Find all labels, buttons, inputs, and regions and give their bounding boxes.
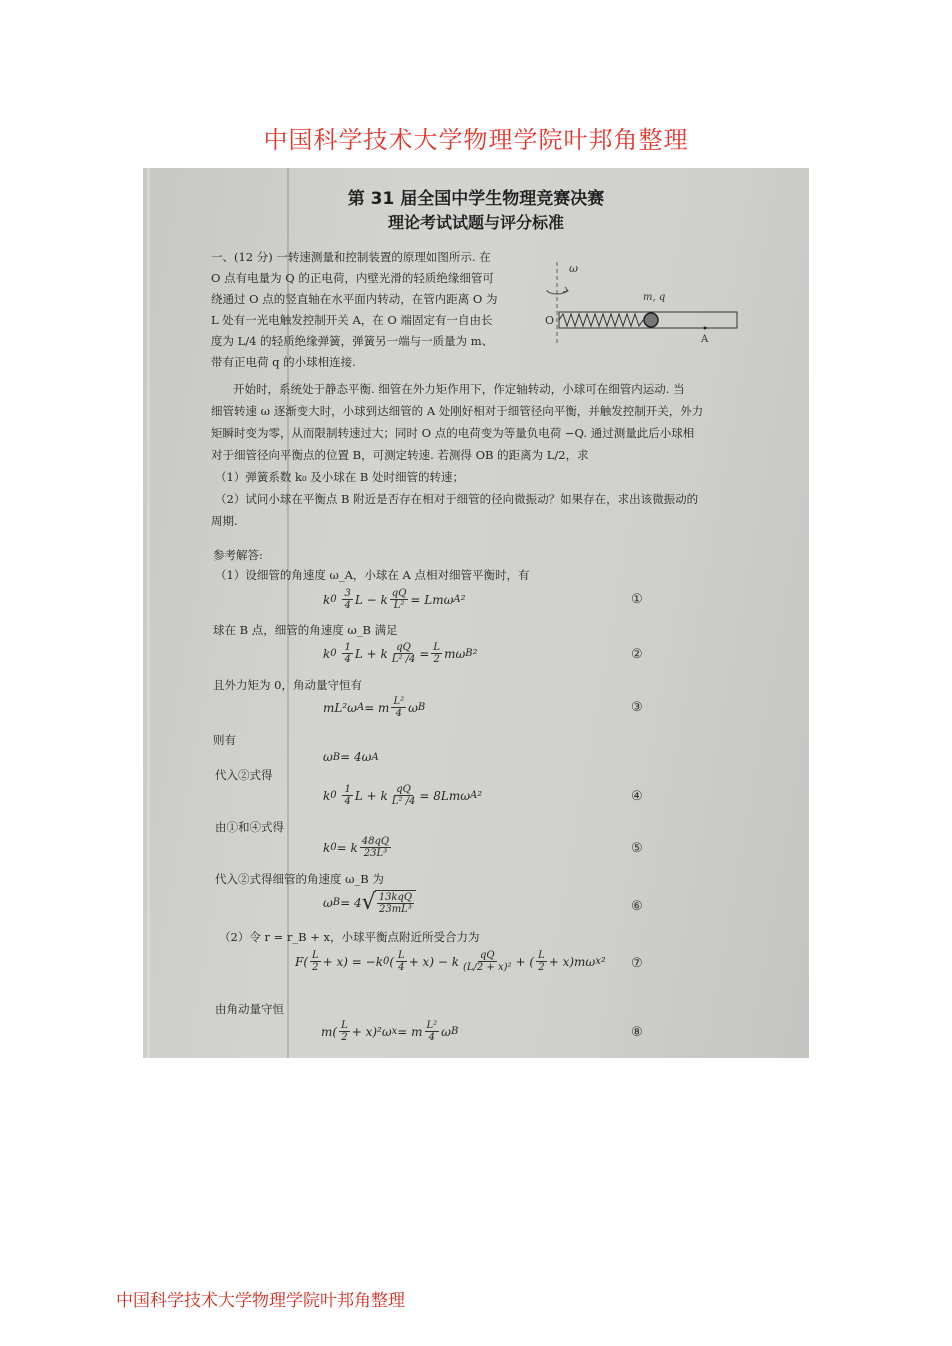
equation-2: k 0 1 4 L + k qQ L² /4 = L 2 mω B ² — [323, 642, 478, 665]
equation-number: ⑦ — [631, 956, 643, 971]
question-line: （1）弹簧系数 k₀ 及小球在 B 处时细管的转速； — [215, 470, 464, 484]
equation-1: k 0 3 4 L − k qQ L² = Lmω A ² — [323, 588, 466, 611]
charged-ball — [644, 313, 658, 327]
spring — [559, 314, 643, 326]
a-label: A — [701, 334, 709, 345]
paragraph-line: 细管转速 ω 逐渐变大时，小球到达细管的 A 处刚好相对于细管径向平衡，并触发控制开关，外力 — [211, 404, 704, 418]
page-header-title: 中国科学技术大学物理学院叶邦角整理 — [263, 126, 689, 154]
paragraph-line: 开始时，系统处于静态平衡. 细管在外力矩作用下，作定轴转动，小球可在细管内运动. 当 — [233, 382, 685, 396]
question-line: 周期. — [211, 514, 238, 528]
equation-number: ⑧ — [631, 1025, 643, 1040]
paragraph-line: 矩瞬时变为零，从而限制转速过大；同时 O 点的电荷变为等量负电荷 −Q. 通过测量此后小球相 — [211, 426, 695, 440]
rotating-tube-diagram — [543, 256, 743, 346]
equation-4: k 0 1 4 L + k qQ L² /4 = 8Lmω A ² — [323, 784, 483, 807]
equation-5: k 0 = k 48qQ 23L³ — [323, 836, 390, 859]
answer-text: 代入②式得细管的角速度 ω_B 为 — [215, 872, 384, 886]
question-line: （2）试问小球在平衡点 B 附近是否存在相对于细管的径向微振动？如果存在，求出该微振动的 — [215, 492, 699, 506]
equation-7: F( L 2 + x) = −k 0 ( L 4 + x) − k qQ (L/2 + x)² + ( L 2 + x)mω x ² — [295, 950, 606, 973]
answer-text: 则有 — [213, 733, 236, 747]
exam-title: 第 31 届全国中学生物理竞赛决赛 — [347, 189, 605, 209]
answer-text: 球在 B 点，细管的角速度 ω_B 满足 — [213, 623, 398, 637]
equation-number: ④ — [631, 789, 643, 804]
answer-text: 代入②式得 — [215, 768, 273, 782]
problem-line: 绕通过 O 点的竖直轴在水平面内转动，在管内距离 O 为 — [211, 292, 498, 306]
equation-number: ① — [631, 592, 643, 607]
equation-3: mL²ω A = m L² 4 ω B — [323, 696, 426, 719]
answer-text: 且外力矩为 0，角动量守恒有 — [213, 678, 362, 692]
equation-number: ③ — [631, 700, 643, 715]
ball-label: m, q — [643, 292, 666, 303]
equation-omega-relation: ω B = 4ω A — [323, 750, 379, 764]
answer-text: （1）设细管的角速度 ω_A，小球在 A 点相对细管平衡时，有 — [215, 568, 530, 582]
o-label: O — [545, 314, 555, 327]
equation-number: ⑥ — [631, 899, 643, 914]
answer-text: 由①和④式得 — [215, 820, 284, 834]
exam-subtitle: 理论考试试题与评分标准 — [387, 213, 564, 232]
scanned-exam-page — [143, 168, 809, 1058]
problem-line: 度为 L/4 的轻质绝缘弹簧，弹簧另一端与一质量为 m、 — [211, 334, 494, 348]
arrow-head-icon — [563, 287, 568, 292]
equation-6: ω B = 4 √ 13kqQ 23mL³ — [323, 890, 416, 915]
switch-point-a — [704, 327, 707, 330]
scan-edge-highlight — [147, 168, 150, 1058]
answer-text: 由角动量守恒 — [215, 1002, 284, 1016]
answer-heading: 参考解答: — [213, 548, 263, 562]
problem-line: 带有正电荷 q 的小球相连接. — [211, 355, 356, 369]
omega-label: ω — [569, 262, 578, 275]
problem-line: 一、(12 分) 一转速测量和控制装置的原理如图所示. 在 — [211, 250, 491, 264]
equation-number: ② — [631, 647, 643, 662]
answer-text: （2）令 r = r_B + x，小球平衡点附近所受合力为 — [219, 930, 480, 944]
equation-number: ⑤ — [631, 841, 643, 856]
paragraph-line: 对于细管径向平衡点的位置 B，可测定转速. 若测得 OB 的距离为 L/2，求 — [211, 448, 589, 462]
problem-line: L 处有一光电触发控制开关 A，在 O 端固定有一自由长 — [211, 313, 493, 327]
page-footer-note: 中国科学技术大学物理学院叶邦角整理 — [116, 1291, 405, 1311]
problem-line: O 点有电量为 Q 的正电荷，内壁光滑的轻质绝缘细管可 — [211, 271, 494, 285]
equation-8: m( L 2 + x)²ω x = m L² 4 ω B — [321, 1020, 459, 1043]
